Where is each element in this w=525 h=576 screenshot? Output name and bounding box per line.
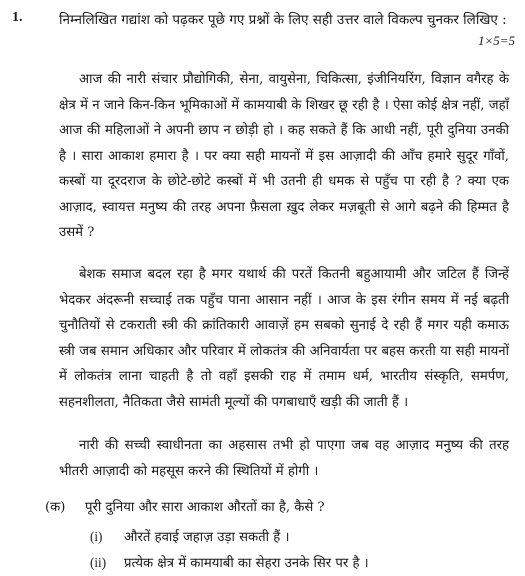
option-label: (i) [90, 529, 103, 544]
sub-question-label: (क) [45, 500, 66, 515]
passage-paragraph-2: बेशक समाज बदल रहा है मगर यथार्थ की परतें कितनी बहुआयामी और जटिल हैं जिन्हें भेदकर अंदरूनी सच्चाई तक पहुँच पाना आसान नहीं । आज के इस रंगीन समय में नई बढ़ती चुनौतियों से टकराती स्त्री की क्रांतिकारी आवाज़ें हम सबको सुनाई दे रही हैं मगर यही कमाऊ स्त्री जब समान अधिकार और परिवार में लोकतंत्र की अनिवार्यता पर बहस करती या सही मायनों में लोकतंत्र लाना चाहती है तो वहाँ इसकी राह में तमाम धर्म, भारतीय संस्कृति, समर्पण, सहनशीलता, नैतिकता जैसे सामंती मूल्यों की पगबाधाएँ खड़ी की जाती हैं । [59, 267, 509, 410]
option-item [90, 527, 289, 548]
marks-allotment: 1×5=5 [477, 33, 515, 48]
option-item [90, 553, 369, 574]
option-text: प्रत्येक क्षेत्र में कामयाबी का सेहरा उनके सिर पर है । [124, 556, 369, 571]
question-instruction: निम्नलिखित गद्यांश को पढ़कर पूछे गए प्रश्नों के लिए सही उत्तर वाले विकल्प चुनकर लिखिए : [59, 12, 507, 28]
sub-question [45, 498, 325, 518]
sub-question-text: पूरी दुनिया और सारा आकाश औरतों का है, कैसे ? [85, 500, 325, 515]
question-number: 1. [12, 10, 23, 25]
passage-paragraph-1: आज की नारी संचार प्रौद्योगिकी, सेना, वायुसेना, चिकित्सा, इंजीनियरिंग, विज्ञान वगैरह के क्षेत्र में न जाने किन-किन भूमिकाओं में कामयाबी के शिखर छू रही है । ऐसा कोई क्षेत्र नहीं, जहाँ आज की महिलाओं ने अपनी छाप न छोड़ी हो । कह सकते हैं कि आधी नहीं, पूरी दुनिया उनकी है । सारा आकाश हमारा है । पर क्या सही मायनों में इस आज़ादी की आँच हमारे सुदूर गाँवों, कस्बों या दूरदराज के छोटे-छोटे कस्बों में भी उतनी ही धमक से पहुँच पा रही है ? क्या एक आज़ाद, स्वायत्त मनुष्य की तरह अपना फ़ैसला ख़ुद लेकर मज़बूती से आगे बढ़ने की हिम्मत है उसमें ? [59, 72, 509, 240]
option-label: (ii) [90, 555, 107, 570]
passage-paragraph-3: नारी की सच्ची स्वाधीनता का अहसास तभी हो पाएगा जब वह आज़ाद मनुष्य की तरह भीतरी आज़ादी को महसूस करने की स्थितियों में होगी । [59, 438, 509, 479]
option-text: औरतें हवाई जहाज़ उड़ा सकती हैं । [124, 530, 290, 545]
